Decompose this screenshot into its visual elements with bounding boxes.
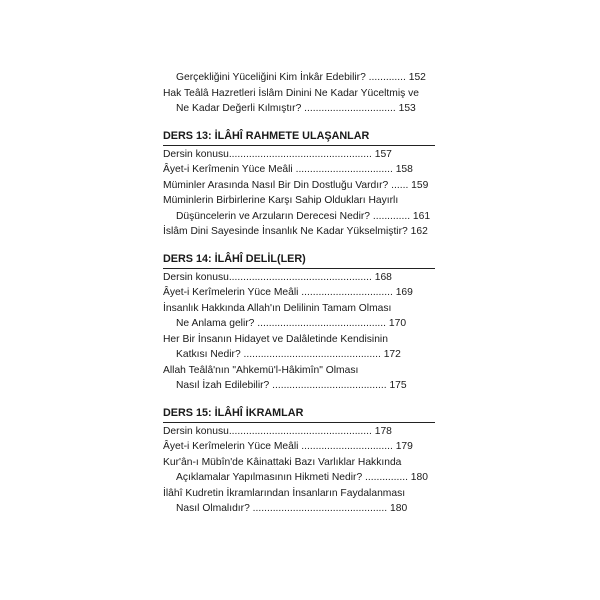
section-ders-15 [163, 406, 435, 517]
toc-entry: İslâm Dini Sayesinde İnsanlık Ne Kadar Yükselmiştir? 162 [163, 226, 428, 237]
toc-entry: Ne Anlama gelir? ............................................. 170 [176, 318, 407, 329]
section-divider [163, 268, 435, 269]
toc-entry: Nasıl İzah Edilebilir? ........................................ 175 [176, 380, 407, 391]
toc-entry: Katkısı Nedir? ................................................ 172 [176, 349, 401, 360]
section-heading: DERS 15: İLÂHÎ İKRAMLAR [163, 406, 304, 419]
toc-entry: Allah Teâlâ'nın "Ahkemü'l-Hâkimîn" Olması [163, 364, 359, 376]
table-of-contents [163, 70, 435, 517]
section-divider [163, 422, 435, 423]
section-ders-13 [163, 129, 435, 240]
toc-entry: İnsanlık Hakkında Allah'ın Delilinin Tamam Olması [163, 302, 392, 314]
toc-entry: Müminlerin Birbirlerine Karşı Sahip Oldukları Hayırlı [163, 195, 399, 206]
toc-entry: Dersin konusu.................................................. 168 [163, 271, 392, 283]
toc-entry: İlâhî Kudretin İkramlarından İnsanların Faydalanması [163, 487, 406, 499]
toc-entry: Ne Kadar Değerli Kılmıştır? ................................ 153 [176, 103, 416, 114]
toc-entry: Âyet-i Kerîmenin Yüce Meâli .................................. 158 [163, 164, 413, 175]
toc-entry: Kur'ân-ı Mübîn'de Kâinattaki Bazı Varlıklar Hakkında [163, 456, 402, 468]
section-ders-14 [163, 252, 435, 394]
toc-entry: Müminler Arasında Nasıl Bir Din Dostluğu Vardır? ...... 159 [163, 179, 429, 191]
toc-entry: Hak Teâlâ Hazretleri İslâm Dinini Ne Kadar Yüceltmiş ve [163, 87, 419, 99]
toc-entry: Açıklamalar Yapılmasının Hikmeti Nedir? ............... 180 [176, 472, 428, 483]
toc-entry: Dersin konusu.................................................. 157 [163, 148, 392, 160]
section-divider [163, 145, 435, 146]
toc-entry: Âyet-i Kerîmelerin Yüce Meâli ................................ 179 [163, 441, 413, 452]
section-heading: DERS 13: İLÂHÎ RAHMETE ULAŞANLAR [163, 129, 370, 142]
section-heading: DERS 14: İLÂHÎ DELİL(LER) [163, 252, 306, 265]
toc-entry: Nasıl Olmalıdır? ............................................... 180 [176, 503, 408, 514]
toc-entry: Âyet-i Kerîmelerin Yüce Meâli ................................ 169 [163, 287, 413, 298]
toc-entry: Dersin konusu.................................................. 178 [163, 425, 392, 437]
toc-entry: Düşüncelerin ve Arzuların Derecesi Nedir? ............. 161 [176, 210, 431, 222]
toc-entry: Gerçekliğini Yüceliğini Kim İnkâr Edebilir? ............. 152 [176, 72, 426, 83]
toc-entry: Her Bir İnsanın Hidayet ve Dalâletinde Kendisinin [163, 333, 388, 345]
